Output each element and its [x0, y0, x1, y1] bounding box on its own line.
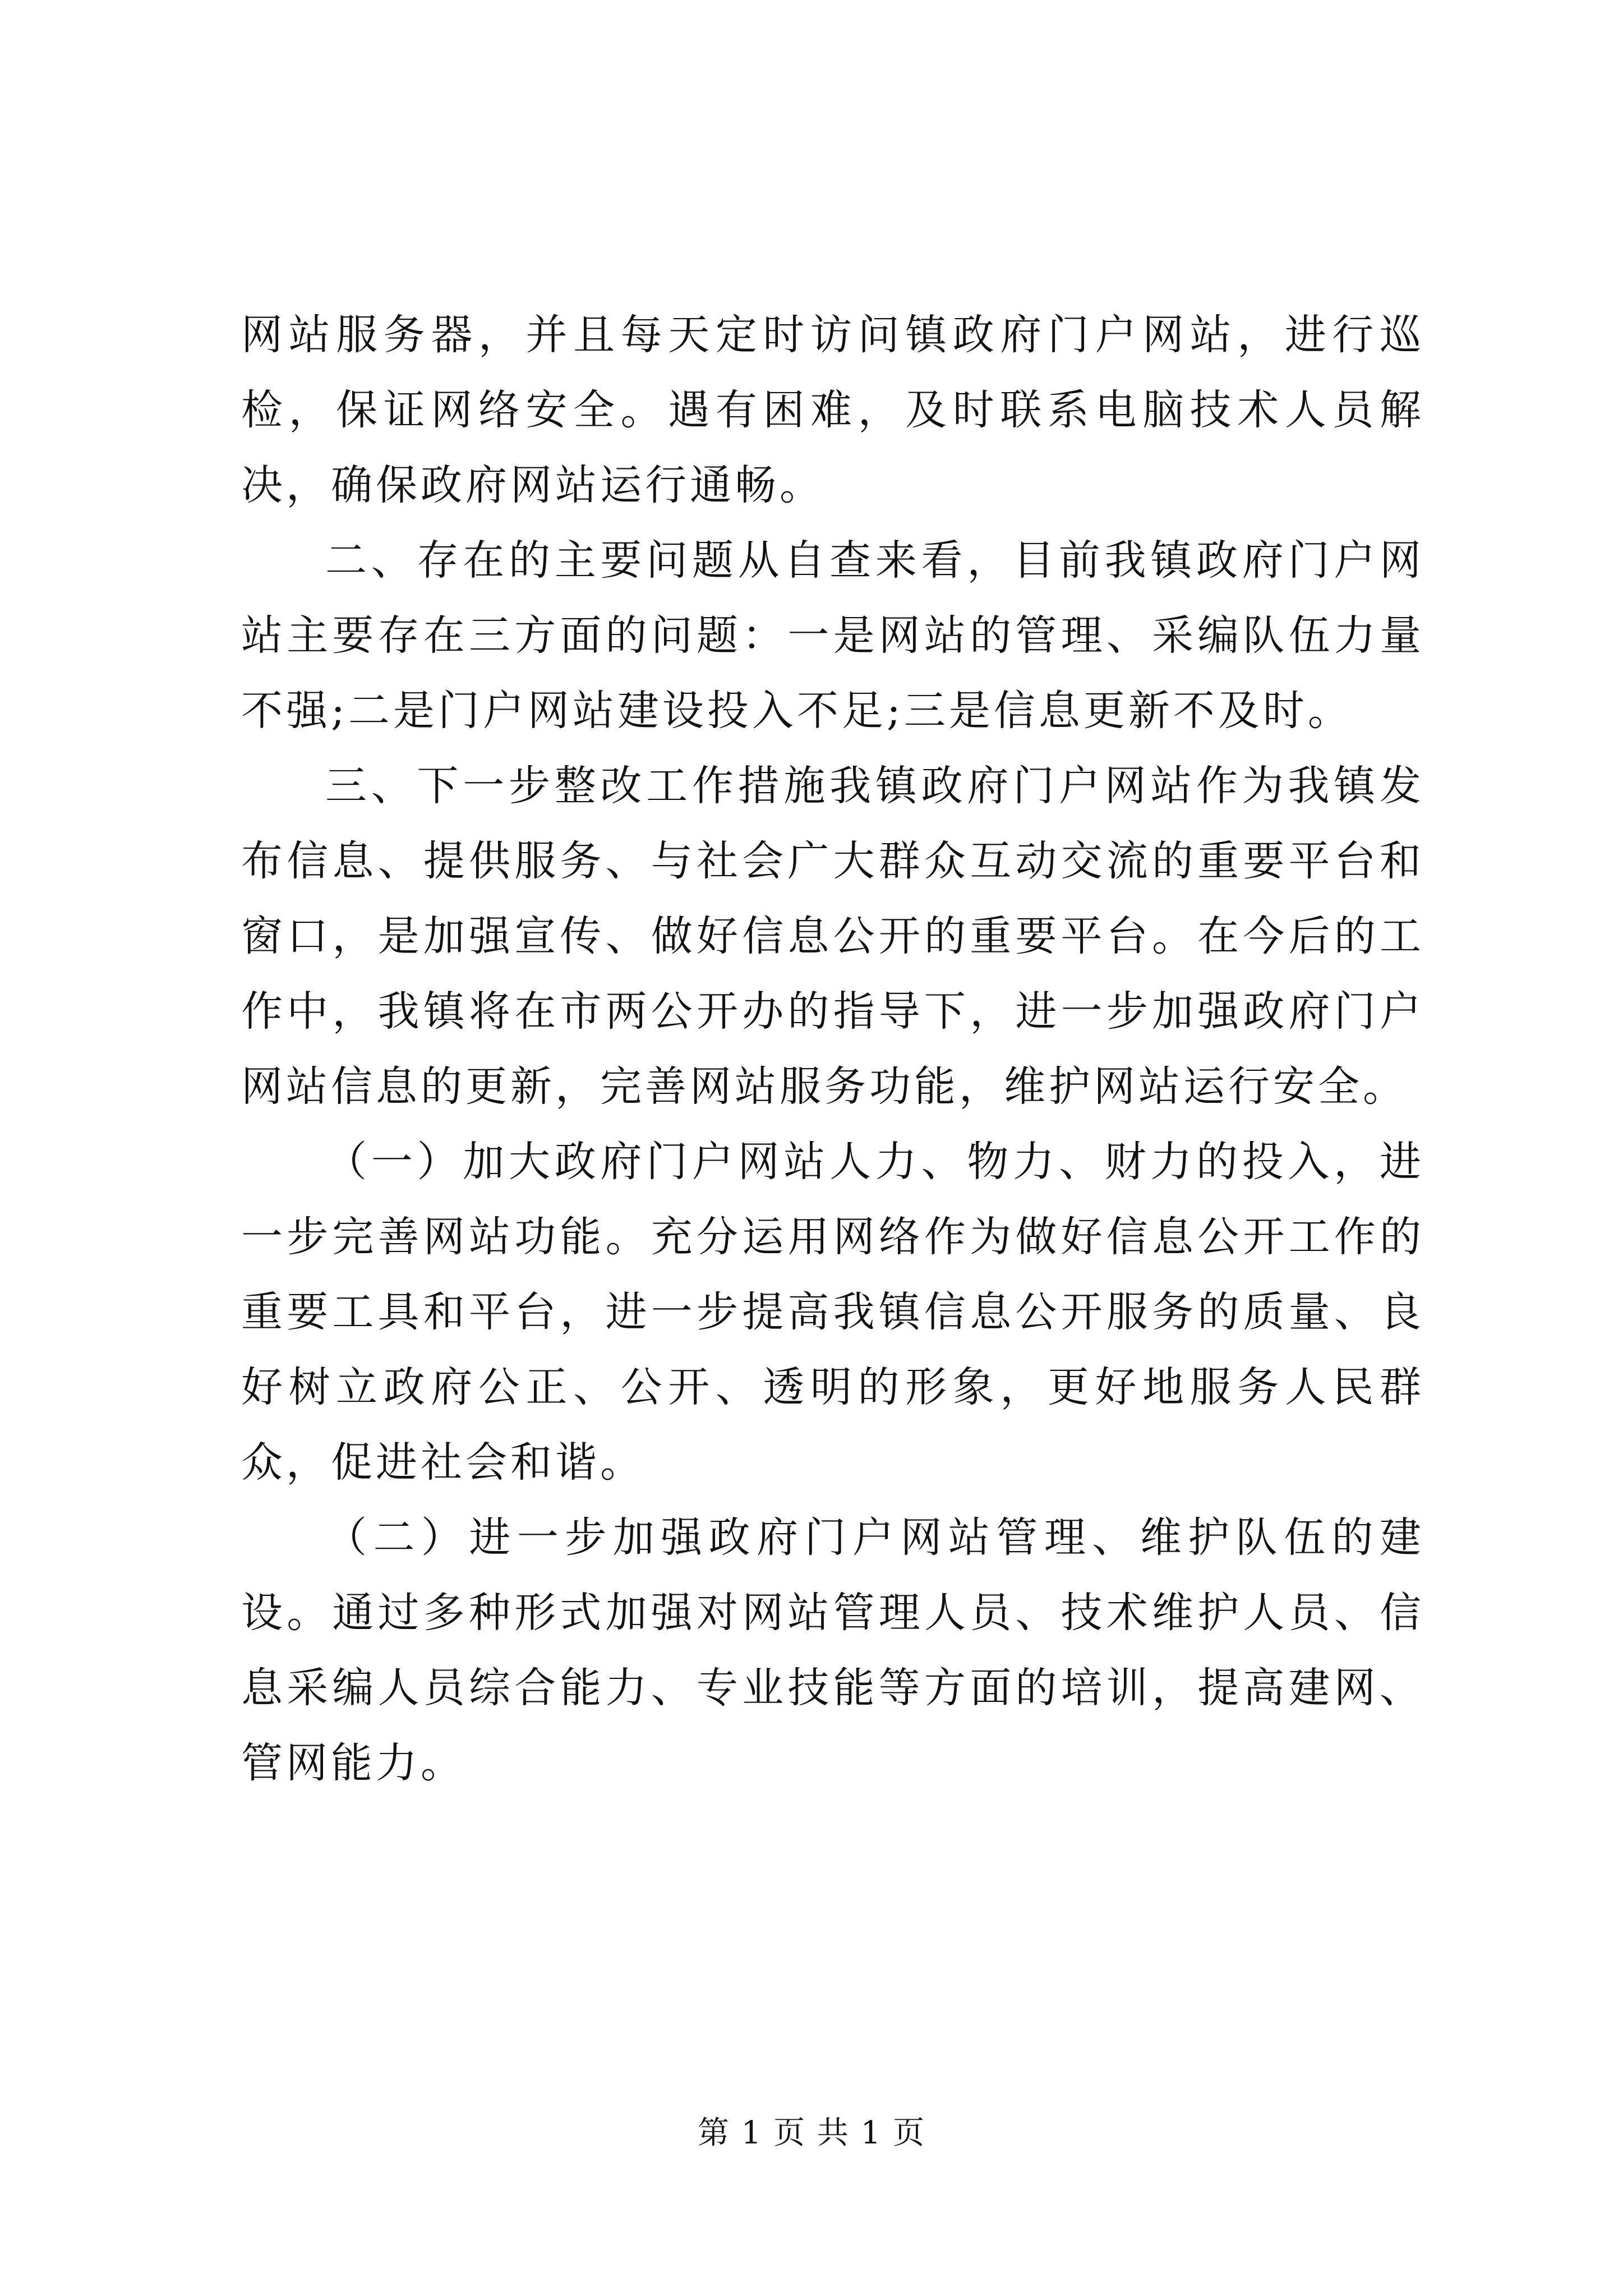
document-body [241, 297, 1424, 1801]
paragraph-measure-one: （一）加大政府门户网站人力、物力、财力的投入，进一步完善网站功能。充分运用网络作为做好信息公开工作的重要工具和平台，进一步提高我镇信息公开服务的质量、良好树立政府公正、公开、透明的形象，更好地服务人民群众，促进社会和谐。 [241, 1138, 1424, 1487]
paragraph-main-problems: 二、存在的主要问题从自查来看，目前我镇政府门户网站主要存在三方面的问题：一是网站的管理、采编队伍力量不强;二是门户网站建设投入不足;三是信息更新不及时。 [241, 536, 1424, 735]
paragraph-next-steps: 三、下一步整改工作措施我镇政府门户网站作为我镇发布信息、提供服务、与社会广大群众互动交流的重要平台和窗口，是加强宣传、做好信息公开的重要平台。在今后的工作中，我镇将在市两公开办的指导下，进一步加强政府门户网站信息的更新，完善网站服务功能，维护网站运行安全。 [241, 762, 1424, 1111]
paragraph-continuation: 网站服务器，并且每天定时访问镇政府门户网站，进行巡检，保证网络安全。遇有困难，及时联系电脑技术人员解决，确保政府网站运行通畅。 [241, 311, 1424, 509]
paragraph-measure-two: （二）进一步加强政府门户网站管理、维护队伍的建设。通过多种形式加强对网站管理人员、技术维护人员、信息采编人员综合能力、专业技能等方面的培训，提高建网、管网能力。 [241, 1513, 1424, 1787]
page-number-footer: 第 1 页 共 1 页 [697, 2115, 926, 2151]
